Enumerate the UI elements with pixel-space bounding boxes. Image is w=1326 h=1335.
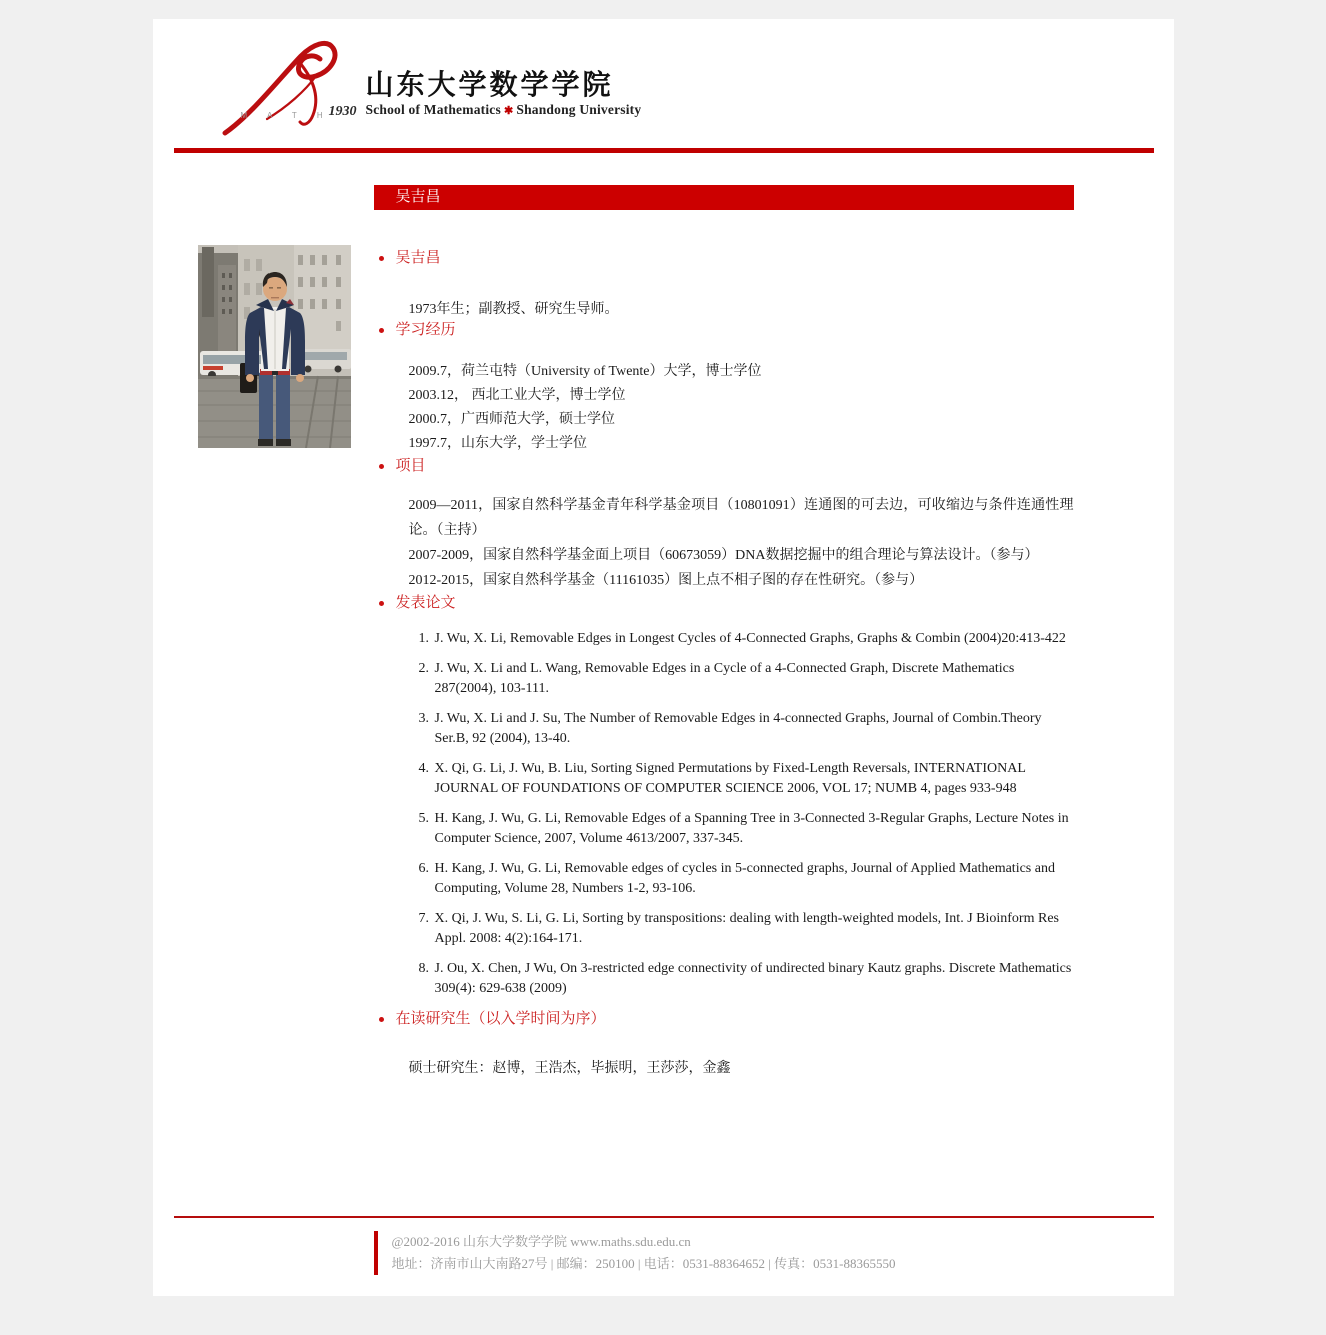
- page-card: [153, 19, 1174, 1296]
- publication-item: 1. J. Wu, X. Li, Removable Edges in Longest Cycles of 4-Connected Graphs, Graphs & Combin (2004)20:413-422: [433, 629, 1074, 649]
- faculty-photo: [198, 245, 351, 448]
- logo-math-letters: M A T H: [240, 111, 332, 120]
- logo-year-1930: 1930: [328, 104, 357, 119]
- education-item: 2003.12， 西北工业大学，博士学位: [408, 388, 626, 403]
- education-item: 2009.7，荷兰屯特（University of Twente）大学，博士学位: [408, 364, 762, 379]
- section-heading-publications: 发表论文: [396, 593, 1074, 613]
- school-name-en: [366, 102, 642, 118]
- school-name-en-right: Shandong University: [516, 102, 642, 117]
- section-heading-projects: 项目: [396, 456, 1074, 476]
- project-list: [409, 493, 1074, 593]
- education-item: 2000.7，广西师范大学，硕士学位: [408, 412, 615, 427]
- school-name-en-left: School of Mathematics: [365, 102, 501, 117]
- publication-item: 7. X. Qi, J. Wu, S. Li, G. Li, Sorting by transpositions: dealing with length-weighted models, Int. J Bioinform Res Appl. 2008: 4(2):164-171.: [433, 909, 1074, 949]
- profile-content: [396, 210, 1074, 1079]
- footer-copyright-line: @2002-2016 山东大学数学学院 www.maths.sdu.edu.cn: [391, 1234, 691, 1249]
- publication-item: 4. X. Qi, G. Li, J. Wu, B. Liu, Sorting Signed Permutations by Fixed-Length Reversals, INTERNATIONAL JOURNAL OF FOUNDATIONS OF COMPUTER SCIENCE 2006, VOL 17; NUMB 4, pages 933-948: [433, 759, 1074, 799]
- project-item: 2012-2015，国家自然科学基金（11161035）图上点不相子图的存在性研究。（参与）: [408, 573, 924, 588]
- faculty-photo-image: [198, 245, 351, 448]
- project-item: 2007-2009，国家自然科学基金面上项目（60673059）DNA数据挖掘中的组合理论与算法设计。（参与）: [408, 548, 1039, 563]
- math-swoosh-logo-icon: [221, 37, 371, 137]
- publication-item: 6. H. Kang, J. Wu, G. Li, Removable edges of cycles in 5-connected graphs, Journal of Applied Mathematics and Computing, Volume 28, Numbers 1-2, 93-106.: [433, 859, 1074, 899]
- education-list: [409, 360, 1074, 456]
- header-red-rule: [174, 148, 1154, 153]
- section-heading-education: 学习经历: [396, 320, 1074, 340]
- project-item: 2009—2011，国家自然科学基金青年科学基金项目（10801091）连通图的可去边，可收缩边与条件连通性理论。（主持）: [408, 498, 1074, 538]
- section-heading-name: 吴吉昌: [396, 248, 1074, 268]
- students-line: 硕士研究生：赵博，王浩杰，毕振明，王莎莎，金鑫: [408, 1061, 731, 1076]
- publication-item: 8. J. Ou, X. Chen, J Wu, On 3-restricted edge connectivity of undirected binary Kautz graphs. Discrete Mathematics 309(4): 629-638 (2009): [433, 959, 1074, 999]
- page-title-bar: 吴吉昌: [374, 185, 1074, 210]
- site-header: [153, 19, 1174, 148]
- section-heading-students: 在读研究生（以入学时间为序）: [396, 1009, 1074, 1029]
- publication-item: 5. H. Kang, J. Wu, G. Li, Removable Edges of a Spanning Tree in 3-Connected 3-Regular Graphs, Lecture Notes in Computer Science, 2007, Volume 4613/2007, 337-345.: [433, 809, 1074, 849]
- publication-item: 3. J. Wu, X. Li and J. Su, The Number of Removable Edges in 4-connected Graphs, Journal of Combin.Theory Ser.B, 92 (2004), 13-40.: [433, 709, 1074, 749]
- profile-intro-text: 1973年生；副教授、研究生导师。: [408, 302, 619, 317]
- school-title-block: [366, 71, 642, 118]
- publication-item: 2. J. Wu, X. Li and L. Wang, Removable Edges in a Cycle of a 4-Connected Graph, Discrete Mathematics 287(2004), 103-111.: [433, 659, 1074, 699]
- publication-list: [409, 629, 1074, 999]
- footer-contact-line: 地址：济南市山大南路27号 | 邮编：250100 | 电话：0531-88364652 | 传真：0531-88365550: [391, 1256, 896, 1271]
- footer: [374, 1231, 896, 1275]
- school-name-zh: 山东大学数学学院: [365, 70, 614, 101]
- education-item: 1997.7，山东大学，学士学位: [408, 436, 587, 451]
- red-asterisk-icon: ✱: [503, 105, 514, 117]
- footer-red-rule: [174, 1216, 1154, 1218]
